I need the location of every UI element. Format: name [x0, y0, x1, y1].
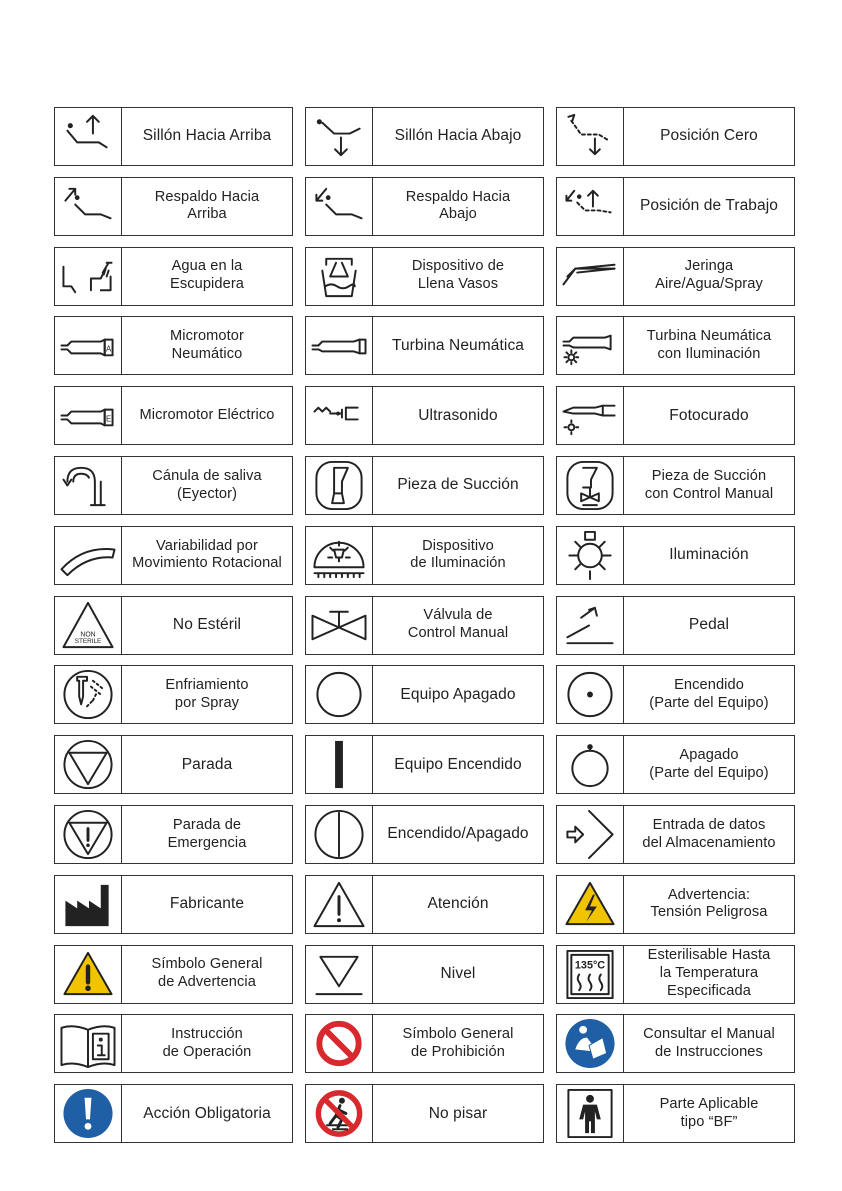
- symbol-cell: [305, 735, 544, 794]
- symbol-cell: [305, 386, 544, 445]
- symbol-cell: [54, 247, 293, 306]
- symbol-label: Micromotor Neumático: [170, 328, 244, 362]
- consult-manual-icon: [557, 1015, 624, 1072]
- svg-text:135°C: 135°C: [574, 959, 606, 972]
- symbol-cell: [305, 526, 544, 585]
- symbol-label: Instrucción de Operación: [162, 1026, 252, 1060]
- symbol-label: Sillón Hacia Arriba: [142, 127, 272, 145]
- manual-valve-icon: [306, 597, 373, 654]
- symbol-cell: [556, 875, 795, 934]
- illuminated-turbine-icon: [557, 317, 624, 374]
- symbol-label: No pisar: [428, 1104, 488, 1122]
- symbol-cell: [556, 386, 795, 445]
- emergency-stop-icon: [55, 806, 122, 863]
- symbol-label: Agua en la Escupidera: [169, 258, 244, 293]
- symbol-cell: [54, 386, 293, 445]
- chair-up-icon: [55, 108, 122, 165]
- symbol-label: Posición de Trabajo: [639, 197, 779, 215]
- manufacturer-icon: [55, 876, 122, 933]
- on-off-icon: [306, 806, 373, 863]
- symbol-label: Ultrasonido: [418, 406, 498, 424]
- sterilizable-temperature-icon: [557, 946, 624, 1003]
- symbol-label: Encendido (Parte del Equipo): [649, 677, 769, 711]
- symbol-label: No Estéril: [172, 616, 242, 634]
- symbol-label: Sillón Hacia Abajo: [394, 127, 522, 145]
- symbol-label: Pieza de Succión: [397, 476, 519, 494]
- symbol-label: Esterilisable Hasta la Temperatura Especificada: [647, 947, 771, 999]
- curing-light-icon: [557, 387, 624, 444]
- non-sterile-icon: [55, 597, 122, 654]
- symbol-cell: [556, 107, 795, 166]
- symbol-label: Pieza de Succión con Control Manual: [644, 467, 774, 502]
- svg-text:NON: NON: [80, 630, 96, 638]
- lighting-device-icon: [306, 527, 373, 584]
- pedal-icon: [557, 597, 624, 654]
- symbol-label: Acción Obligatoria: [143, 1104, 271, 1122]
- symbol-label: Parte Aplicable tipo “BF”: [659, 1095, 759, 1130]
- prohibition-icon: [306, 1015, 373, 1072]
- operation-instructions-icon: [55, 1015, 122, 1072]
- symbol-cell: [556, 805, 795, 864]
- symbol-table: [54, 107, 795, 1142]
- symbol-label: Dispositivo de Llena Vasos: [411, 258, 505, 293]
- symbol-label: Parada: [181, 755, 233, 773]
- symbol-cell: [556, 247, 795, 306]
- svg-text:STERILE: STERILE: [74, 637, 102, 645]
- symbol-cell: [556, 596, 795, 655]
- symbol-cell: [54, 526, 293, 585]
- symbol-label: Atención: [427, 895, 489, 913]
- equipment-on-icon: [306, 736, 373, 793]
- symbol-label: Dispositivo de Iluminación: [410, 537, 506, 572]
- backrest-down-icon: [306, 178, 373, 235]
- symbol-label: Parada de Emergencia: [167, 816, 247, 851]
- symbol-cell: [54, 456, 293, 515]
- symbol-cell: [556, 945, 795, 1004]
- symbol-label: Iluminación: [669, 546, 749, 564]
- symbol-label: Símbolo General de Prohibición: [402, 1026, 514, 1060]
- symbol-label: Fotocurado: [669, 406, 749, 424]
- part-on-icon: [557, 666, 624, 723]
- symbol-cell: [54, 107, 293, 166]
- illumination-icon: [557, 527, 624, 584]
- symbol-label: Micromotor Eléctrico: [139, 406, 275, 423]
- syringe-icon: [557, 248, 624, 305]
- symbol-label: Equipo Apagado: [400, 685, 516, 703]
- symbol-label: Pedal: [688, 616, 730, 634]
- suction-piece-icon: [306, 457, 373, 514]
- symbol-label: Advertencia: Tensión Peligrosa: [650, 886, 768, 921]
- mandatory-action-icon: [55, 1085, 122, 1142]
- symbol-label: Respaldo Hacia Abajo: [405, 188, 511, 223]
- no-stepping-icon: [306, 1085, 373, 1142]
- symbol-cell: [54, 1014, 293, 1073]
- attention-icon: [306, 876, 373, 933]
- symbol-cell: [54, 1084, 293, 1143]
- symbol-label: Equipo Encendido: [394, 755, 522, 773]
- symbol-label: Nivel: [440, 965, 476, 983]
- symbol-label: Válvula de Control Manual: [407, 607, 509, 642]
- symbol-cell: [54, 805, 293, 864]
- symbol-cell: [305, 875, 544, 934]
- symbol-label: Turbina Neumática con Iluminación: [646, 328, 772, 362]
- work-position-icon: [557, 178, 624, 235]
- symbol-cell: [305, 805, 544, 864]
- symbol-label: Encendido/Apagado: [387, 825, 529, 843]
- symbol-label: Posición Cero: [660, 127, 758, 145]
- symbol-cell: [556, 1084, 795, 1143]
- symbol-label: Apagado (Parte del Equipo): [649, 746, 769, 781]
- suction-manual-control-icon: [557, 457, 624, 514]
- symbol-label: Variabilidad por Movimiento Rotacional: [132, 537, 282, 572]
- general-warning-icon: [55, 946, 122, 1003]
- symbol-cell: [54, 945, 293, 1004]
- symbol-cell: [54, 316, 293, 375]
- symbol-cell: [305, 1084, 544, 1143]
- symbol-label: Respaldo Hacia Arriba: [154, 188, 260, 223]
- high-voltage-icon: [557, 876, 624, 933]
- pneumatic-turbine-icon: [306, 317, 373, 374]
- symbol-cell: [305, 945, 544, 1004]
- symbol-label: Entrada de datos del Almacenamiento: [642, 816, 776, 851]
- backrest-up-icon: [55, 178, 122, 235]
- symbol-cell: [305, 665, 544, 724]
- level-icon: [306, 946, 373, 1003]
- symbol-cell: [305, 316, 544, 375]
- cup-filler-icon: [306, 248, 373, 305]
- symbol-label: Consultar el Manual de Instrucciones: [643, 1026, 775, 1060]
- symbol-cell: [556, 735, 795, 794]
- symbol-cell: [556, 177, 795, 236]
- part-off-icon: [557, 736, 624, 793]
- electric-micromotor-icon: [55, 387, 122, 444]
- symbol-cell: [305, 177, 544, 236]
- rotational-variability-icon: [55, 527, 122, 584]
- symbol-cell: [54, 177, 293, 236]
- symbol-cell: [305, 247, 544, 306]
- spray-cooling-icon: [55, 666, 122, 723]
- symbol-label: Fabricante: [169, 895, 245, 913]
- symbol-cell: [54, 875, 293, 934]
- spittoon-water-icon: [55, 248, 122, 305]
- chair-down-icon: [306, 108, 373, 165]
- symbol-label: Enfriamiento por Spray: [165, 677, 249, 711]
- symbol-label: Cánula de saliva (Eyector): [152, 467, 262, 502]
- symbol-label: Turbina Neumática: [391, 336, 525, 354]
- symbol-cell: [54, 665, 293, 724]
- symbol-cell: [305, 107, 544, 166]
- stop-icon: [55, 736, 122, 793]
- equipment-off-icon: [306, 666, 373, 723]
- symbol-cell: [54, 735, 293, 794]
- symbol-cell: [556, 526, 795, 585]
- symbol-cell: [556, 316, 795, 375]
- ultrasonic-icon: [306, 387, 373, 444]
- symbol-label: Jeringa Aire/Agua/Spray: [655, 258, 763, 293]
- symbol-cell: [556, 1014, 795, 1073]
- pneumatic-micromotor-icon: [55, 317, 122, 374]
- symbol-cell: [556, 456, 795, 515]
- svg-text:A: A: [106, 344, 112, 354]
- zero-position-icon: [557, 108, 624, 165]
- symbol-label: Símbolo General de Advertencia: [151, 956, 263, 991]
- symbol-cell: [305, 1014, 544, 1073]
- symbol-cell: [305, 596, 544, 655]
- saliva-ejector-icon: [55, 457, 122, 514]
- symbol-cell: [305, 456, 544, 515]
- symbol-cell: [556, 665, 795, 724]
- svg-text:E: E: [106, 414, 112, 424]
- data-input-icon: [557, 806, 624, 863]
- type-bf-icon: [557, 1085, 624, 1142]
- symbol-cell: [54, 596, 293, 655]
